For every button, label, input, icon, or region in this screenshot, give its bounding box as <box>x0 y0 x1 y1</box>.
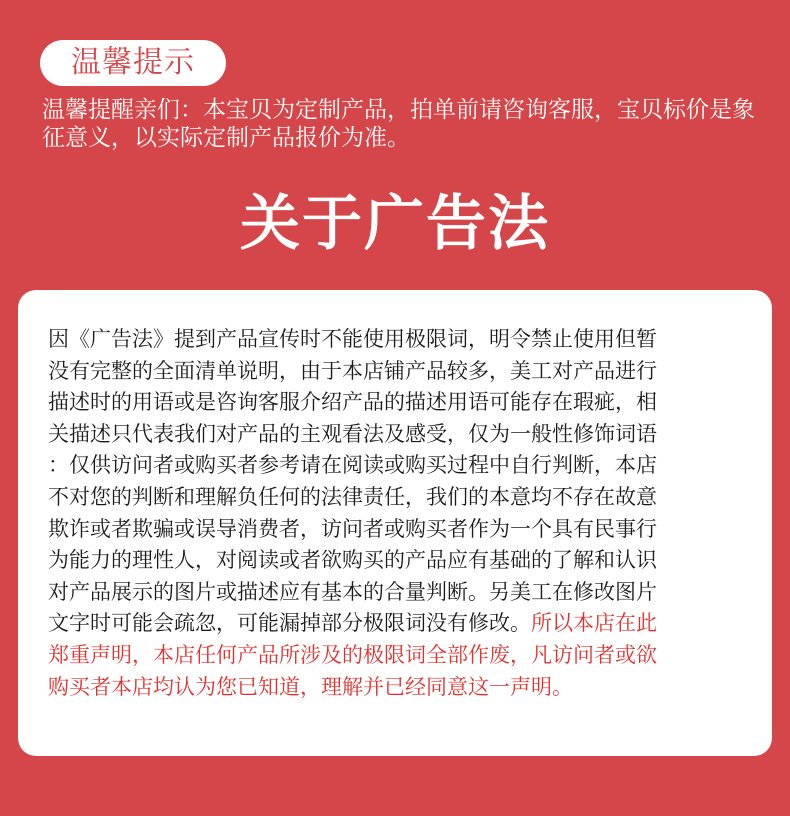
notice-line: 不对您的判断和理解负任何的法律责任，我们的本意均不存在故意 <box>48 484 657 509</box>
notice-line: 因《广告法》提到产品宣传时不能使用极限词，明令禁止使用但暂 <box>48 327 657 351</box>
page-title: 关于广告法 <box>240 189 550 259</box>
notice-line: ：仅供访问者或购买者参考请在阅读或购买过程中自行判断，本店 <box>48 453 657 478</box>
notice-card <box>18 290 772 756</box>
notice-line-mixed <box>48 608 748 640</box>
warm-tip-label: 温馨提示 <box>71 45 195 80</box>
notice-line: 为能力的理性人，对阅读或者欲购买的产品应有基础的了解和认识 <box>48 548 657 573</box>
warm-tip-text: 温馨提醒亲们：本宝贝为定制产品，拍单前请咨询客服，宝贝标价是象征意义，以实际定制产品报价为准。 <box>42 97 755 151</box>
notice-line: 没有完整的全面清单说明，由于本店铺产品较多，美工对产品进行 <box>48 358 657 383</box>
highlight-line: 购买者本店均认为您已知道，理解并已经同意这一声明。 <box>48 674 573 699</box>
notice-line: 描述时的用语或是咨询客服介绍产品的描述用语可能存在瑕疵，相 <box>48 390 657 415</box>
notice-line: 欺诈或者欺骗或误导消费者，访问者或购买者作为一个具有民事行 <box>48 516 657 541</box>
warm-tip-badge <box>40 40 226 86</box>
notice-line: 对产品展示的图片或描述应有基本的合量判断。另美工在修改图片 <box>48 579 657 604</box>
highlight-line: 郑重声明，本店任何产品所涉及的极限词全部作废，凡访问者或欲 <box>48 642 657 667</box>
notice-line-segment: 文字时可能会疏忽，可能漏掉部分极限词没有修改。 <box>48 611 531 636</box>
highlight-inline: 所以本店在此 <box>531 611 657 636</box>
notice-text <box>48 324 748 703</box>
notice-line: 关描述只代表我们对产品的主观看法及感受，仅为一般性修饰词语 <box>48 421 657 446</box>
